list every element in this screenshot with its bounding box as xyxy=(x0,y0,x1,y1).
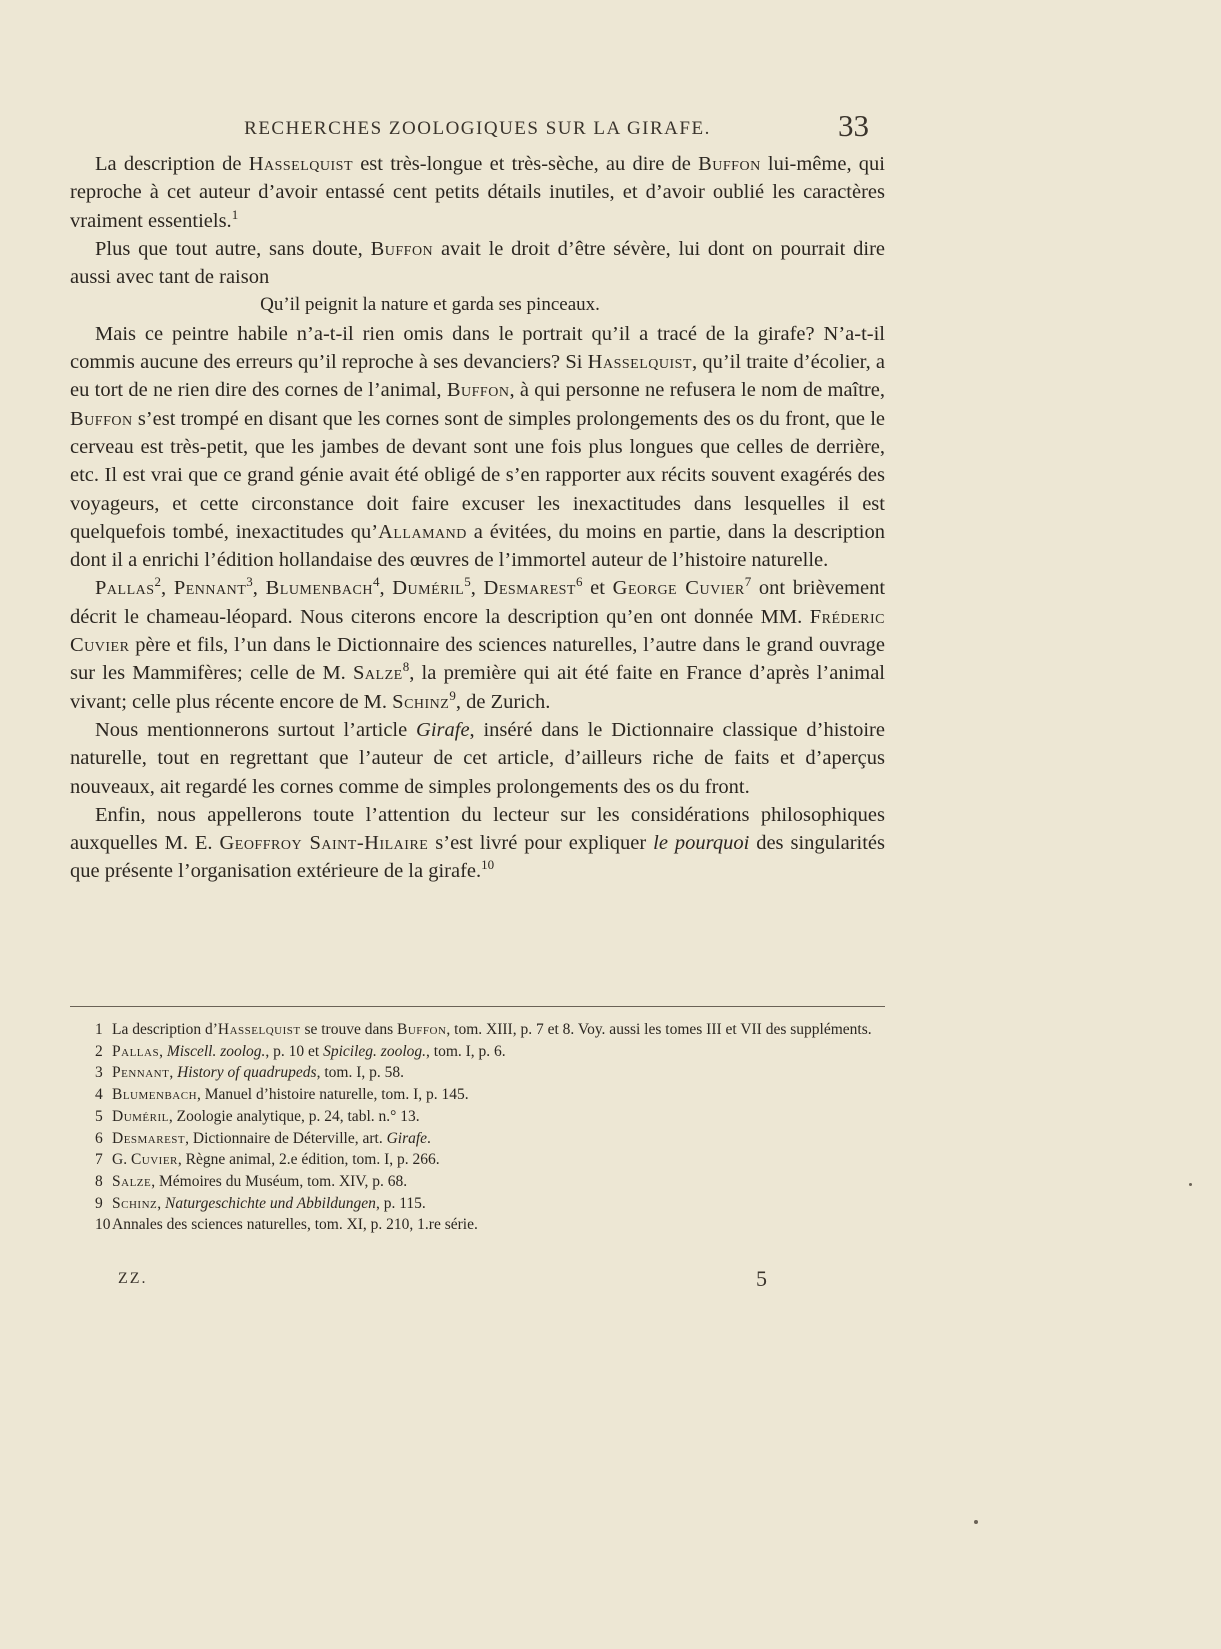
footnote: 4 Blumenbach, Manuel d’histoire naturelle, tom. I, p. 145. xyxy=(95,1086,469,1104)
paragraph: Nous mentionnerons surtout l’article Girafe, inséré dans le Dictionnaire classique d’histoire naturelle, tout en regrettant que l’auteur de cet article, d’ailleurs riche de faits et d’aperçus nouveaux, ait regardé les cornes comme de simples prolongements des os du front. xyxy=(70,718,885,798)
footnote: 10Annales des sciences naturelles, tom. XI, p. 210, 1.re série. xyxy=(95,1216,478,1234)
paper-speck xyxy=(974,1520,978,1524)
body-text xyxy=(70,150,885,886)
footnote-ref: 1 xyxy=(231,206,239,222)
paragraph: Mais ce peintre habile n’a-t-il rien omis dans le portrait qu’il a tracé de la girafe? N’a-t-il commis aucune des erreurs qu’il reproche à ses devanciers? Si Hasselquist, qu’il traite d’écolier, a eu tort de ne rien dire des cornes de l’animal, Buffon, à qui personne ne refusera le nom de maître, Buffon s’est trompé en disant que les cornes sont de simples prolongements des os du front, que le cerveau est très-petit, que les jambes de devant sont une fois plus longues que celles de derrière, etc. Il est vrai que ce grand génie avait été obligé de s’en rapporter aux récits souvent exagérés des voyageurs, et cette circonstance doit faire excuser les inexactitudes dans lesquelles il est quelquefois tombé, inexactitudes qu’Allamand a évitées, du moins en partie, dans la description dont il a enrichi l’édition hollandaise des œuvres de l’immortel auteur de l’histoire naturelle. xyxy=(70,322,886,572)
footnote: 9 Schinz, Naturgeschichte und Abbildungen, p. 115. xyxy=(95,1194,426,1212)
paragraph: Plus que tout autre, sans doute, Buffon avait le droit d’être sévère, lui dont on pourrait dire aussi avec tant de raison xyxy=(70,237,885,289)
paragraph: La description de Hasselquist est très-longue et très-sèche, au dire de Buffon lui-même, qui reproche à cet auteur d’avoir entassé cent petits détails inutiles, et d’avoir oublié les caractères vraiment essentiels.$^1$ xyxy=(70,153,885,232)
signature-mark: ZZ. xyxy=(118,1270,148,1287)
footnote: 1 La description d’Hasselquist se trouve dans Buffon, tom. XIII, p. 7 et 8. Voy. aussi les tomes III et VII des suppléments. xyxy=(95,1021,872,1038)
footnotes xyxy=(70,1006,885,1236)
paragraph: Pallas$^2$, Pennant$^3$, Blumenbach$^4$, Duméril$^5$, Desmarest$^6$ et George Cuvier$^7$ ont brièvement décrit le chameau-léopard. Nous citerons encore la description qu’en ont donnée MM. Fréderic Cuvier père et fils, l’un dans le Dictionnaire des sciences naturelles, l’autre dans le grand ouvrage sur les Mammifères; celle de M. Salze$^8$, la première qui ait été faite en France d’après l’animal vivant; celle plus récente encore de M. Schinz$^9$, de Zurich. xyxy=(70,574,886,713)
footnote-ref: 10 xyxy=(481,857,495,873)
sheet-number: 5 xyxy=(756,1266,767,1291)
verse-quote: Qu’il peignit la nature et garda ses pinceaux. xyxy=(260,294,600,316)
page-number: 33 xyxy=(838,108,869,143)
footnote: 5 Duméril, Zoologie analytique, p. 24, tabl. n.° 13. xyxy=(95,1107,420,1125)
running-head: RECHERCHES ZOOLOGIQUES SUR LA GIRAFE. xyxy=(244,118,711,139)
footnote: 3 Pennant, History of quadrupeds, tom. I, p. 58. xyxy=(95,1064,404,1082)
paper-speck xyxy=(1189,1183,1192,1186)
footnote: 2 Pallas, Miscell. zoolog., p. 10 et Spicileg. zoolog., tom. I, p. 6. xyxy=(95,1042,506,1060)
paragraph: Enfin, nous appellerons toute l’attention du lecteur sur les considérations philosophiques auxquelles M. E. Geoffroy Saint-Hilaire s’est livré pour expliquer le pourquoi des singularités que présente l’organisation extérieure de la girafe.$^{10}$ xyxy=(70,803,885,883)
footnote: 7 G. Cuvier, Règne animal, 2.e édition, tom. I, p. 266. xyxy=(95,1151,440,1169)
footnote: 8 Salze, Mémoires du Muséum, tom. XIV, p. 68. xyxy=(95,1172,408,1190)
footnote: 6 Desmarest, Dictionnaire de Déterville, art. Girafe. xyxy=(95,1129,431,1147)
